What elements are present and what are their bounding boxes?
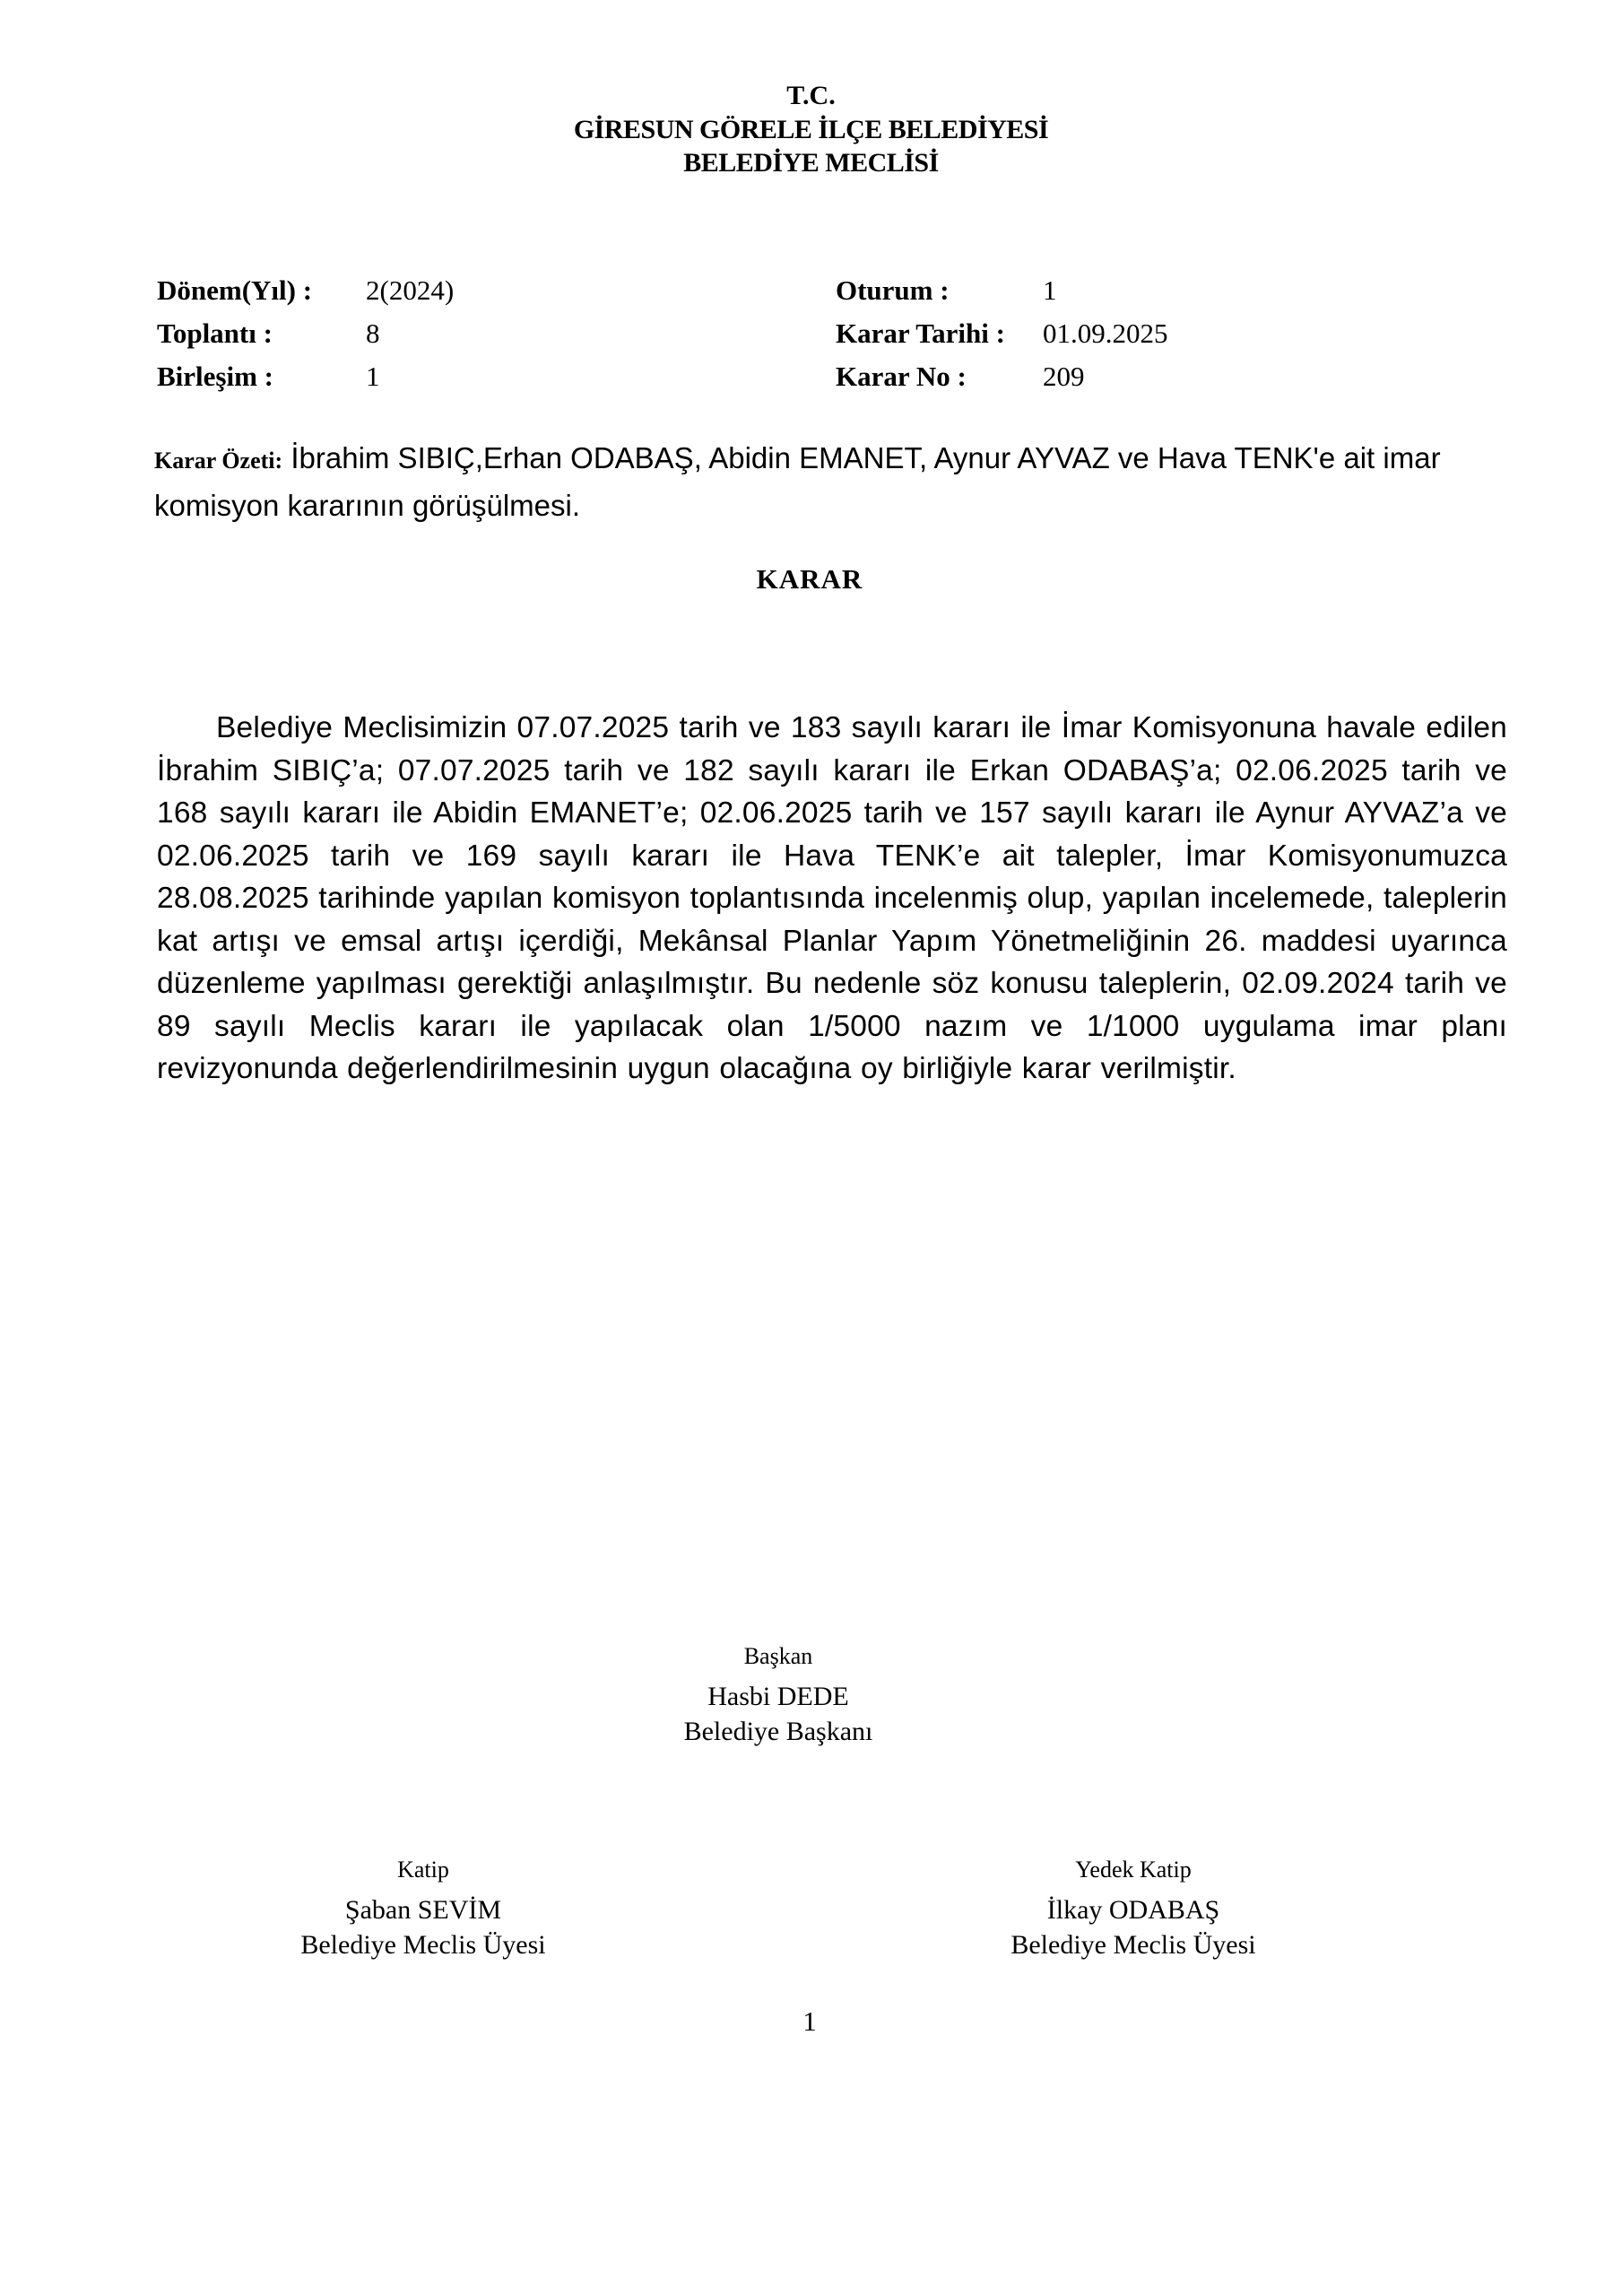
- meta-label-karar-no: Karar No :: [836, 361, 967, 392]
- decision-summary: [154, 436, 1508, 528]
- header-municipality-line: GİRESUN GÖRELE İLÇE BELEDİYESİ: [573, 115, 1049, 144]
- meta-row-karar-tarihi: [836, 312, 1168, 355]
- clerk-title: Katip: [397, 1857, 449, 1883]
- president-name: Hasbi DEDE: [707, 1682, 849, 1711]
- meta-right-column: [836, 269, 1168, 398]
- header-council-line: BELEDİYE MECLİSİ: [683, 148, 939, 178]
- president-role: Belediye Başkanı: [683, 1717, 873, 1746]
- page-number: 1: [802, 2005, 817, 2037]
- meta-row-donem: [157, 269, 454, 312]
- decision-heading: KARAR: [756, 563, 863, 595]
- meta-label-oturum: Oturum :: [836, 274, 950, 306]
- meta-value-birlesim: 1: [366, 361, 380, 392]
- meta-value-toplanti: 8: [366, 317, 380, 349]
- decision-body-paragraph: Belediye Meclisimizin 07.07.2025 tarih ve 183 sayılı kararı ile İmar Komisyonuna havale edilen İbrahim SIBIÇ’a; 07.07.2025 tarih ve 182 sayılı kararı ile Erkan ODABAŞ’a; 02.06.2025 tarih ve 168 sayılı kararı ile Abidin EMANET’e; 02.06.2025 tarih ve 157 sayılı kararı ile Aynur AYVAZ’a ve 02.06.2025 tarih ve 169 sayılı kararı ile Hava TENK’e ait talepler, İmar Komisyonumuzca 28.08.2025 tarihinde yapılan komisyon toplantısında incelenmiş olup, yapılan incelemede, taleplerin kat artışı ve emsal artışı içerdiği, Mekânsal Planlar Yapım Yönetmeliğinin 26. maddesi uyarınca düzenleme yapılması gerektiği anlaşılmıştır. Bu nedenle söz konusu taleplerin, 02.09.2024 tarih ve 89 sayılı Meclis kararı ile yapılacak olan 1/5000 nazım ve 1/1000 uygulama imar planı revizyonunda değerlendirilmesinin uygun olacağına oy birliğiyle karar verilmiştir.: [157, 711, 1507, 1085]
- meta-label-karar-tarihi: Karar Tarihi :: [836, 317, 1005, 349]
- clerk-role: Belediye Meclis Üyesi: [300, 1930, 546, 1960]
- meta-label-donem: Dönem(Yıl) :: [157, 274, 313, 306]
- header-republic-line: T.C.: [786, 81, 836, 110]
- deputy-clerk-role: Belediye Meclis Üyesi: [1010, 1930, 1256, 1960]
- meta-row-birlesim: [157, 355, 454, 398]
- meta-left-column: [157, 269, 454, 398]
- meta-label-toplanti: Toplantı :: [157, 317, 273, 349]
- signature-block-clerk: [300, 1855, 545, 1962]
- meta-value-donem: 2(2024): [366, 274, 455, 306]
- signature-block-president: [684, 1641, 873, 1749]
- meta-value-karar-tarihi: 01.09.2025: [1043, 317, 1168, 349]
- clerk-name: Şaban SEVİM: [344, 1895, 502, 1925]
- meta-value-karar-no: 209: [1043, 361, 1085, 392]
- signature-block-deputy-clerk: [1010, 1855, 1255, 1962]
- president-title: Başkan: [743, 1643, 813, 1669]
- deputy-clerk-name: İlkay ODABAŞ: [1046, 1895, 1220, 1925]
- document-header: [0, 79, 1622, 179]
- deputy-clerk-title: Yedek Katip: [1075, 1857, 1192, 1883]
- meta-row-karar-no: [836, 355, 1168, 398]
- meta-label-birlesim: Birleşim :: [157, 361, 273, 392]
- meta-row-toplanti: [157, 312, 454, 355]
- meta-value-oturum: 1: [1043, 274, 1057, 306]
- decision-summary-text: İbrahim SIBIÇ,Erhan ODABAŞ, Abidin EMANET, Aynur AYVAZ ve Hava TENK'e ait imar komisyon kararının görüşülmesi.: [154, 441, 1441, 522]
- decision-summary-label: Karar Özeti:: [154, 448, 283, 474]
- meta-row-oturum: [836, 269, 1168, 312]
